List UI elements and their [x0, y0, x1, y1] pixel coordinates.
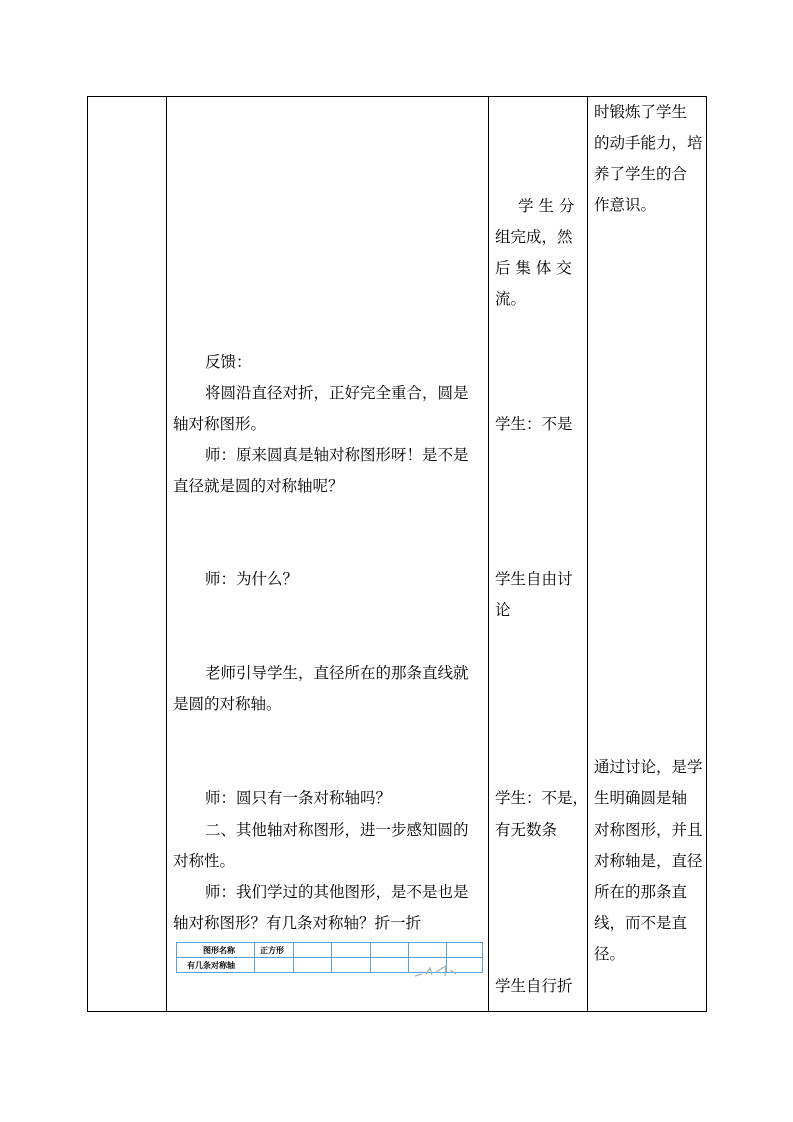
teacher-question-3: 师：圆只有一条对称轴吗？	[205, 789, 392, 807]
mini-table-header-label: 图形名称	[203, 945, 235, 955]
design-note-1-line-2: 的动手能力，培	[594, 134, 703, 152]
student-answer-2-line-2: 有无数条	[495, 821, 558, 839]
feedback-text-line-1: 将圆沿直径对折，正好完全重合，圆是	[205, 384, 469, 402]
student-activity-2-line-2: 论	[495, 601, 511, 619]
design-note-2-line-7: 径。	[594, 945, 626, 963]
column-divider-2	[488, 96, 489, 1012]
teacher-question-4-line-2: 轴对称图形？有几条对称轴？折一折	[173, 914, 422, 932]
design-note-2-line-1: 通过讨论，是学	[594, 758, 703, 776]
teacher-guidance-line-2: 是圆的对称轴。	[173, 695, 282, 713]
teacher-question-2: 师：为什么？	[205, 570, 299, 588]
column-divider-3	[587, 96, 588, 1012]
design-note-2-line-4: 对称轴是，直径	[594, 852, 703, 870]
student-activity-2-line-1: 学生自由讨	[495, 570, 573, 588]
student-activity-1-line-3: 后 集 体 交	[495, 259, 572, 277]
design-note-2-line-2: 生明确圆是轴	[594, 789, 688, 807]
column-divider-1	[166, 96, 167, 1012]
mini-table-col-divider	[370, 943, 371, 972]
mini-table-col-divider	[293, 943, 294, 972]
table-bottom-border	[87, 1011, 707, 1012]
student-answer-1: 学生：不是	[495, 415, 573, 433]
student-activity-1-line-4: 流。	[495, 290, 527, 308]
table-left-border	[87, 96, 88, 1012]
student-activity-1-line-1: 学 生 分	[518, 197, 575, 215]
mini-table-row-label: 有几条对称轴	[187, 960, 235, 970]
teacher-question-4-line-1: 师：我们学过的其他图形，是不是也是	[205, 883, 469, 901]
decorative-squiggle-icon	[412, 962, 462, 982]
student-activity-1-line-2: 组完成，然	[495, 228, 573, 246]
design-note-2-line-3: 对称图形，并且	[594, 821, 703, 839]
design-note-1-line-3: 养了学生的合	[594, 165, 688, 183]
mini-table-first-shape: 正方形	[260, 945, 284, 955]
teacher-question-1-line-2: 直径就是圆的对称轴呢？	[173, 477, 344, 495]
mini-table-col-divider	[254, 943, 255, 972]
student-activity-3: 学生自行折	[495, 977, 573, 995]
student-answer-2-line-1: 学生：不是，	[495, 789, 589, 807]
feedback-label: 反馈：	[205, 353, 252, 371]
table-right-border	[706, 96, 707, 1012]
design-note-2-line-5: 所在的那条直	[594, 883, 688, 901]
section-two-heading-line-2: 对称性。	[173, 852, 236, 870]
teacher-question-1-line-1: 师：原来圆真是轴对称图形呀！是不是	[205, 446, 469, 464]
design-note-2-line-6: 线，而不是直	[594, 914, 688, 932]
design-note-1-line-1: 时锻炼了学生	[594, 103, 688, 121]
mini-table-col-divider	[331, 943, 332, 972]
design-note-1-line-4: 作意识。	[594, 196, 657, 214]
teacher-guidance-line-1: 老师引导学生，直径所在的那条直线就	[205, 664, 469, 682]
section-two-heading-line-1: 二、其他轴对称图形，进一步感知圆的	[205, 821, 469, 839]
mini-table-col-divider	[408, 943, 409, 972]
feedback-text-line-2: 轴对称图形。	[173, 415, 267, 433]
